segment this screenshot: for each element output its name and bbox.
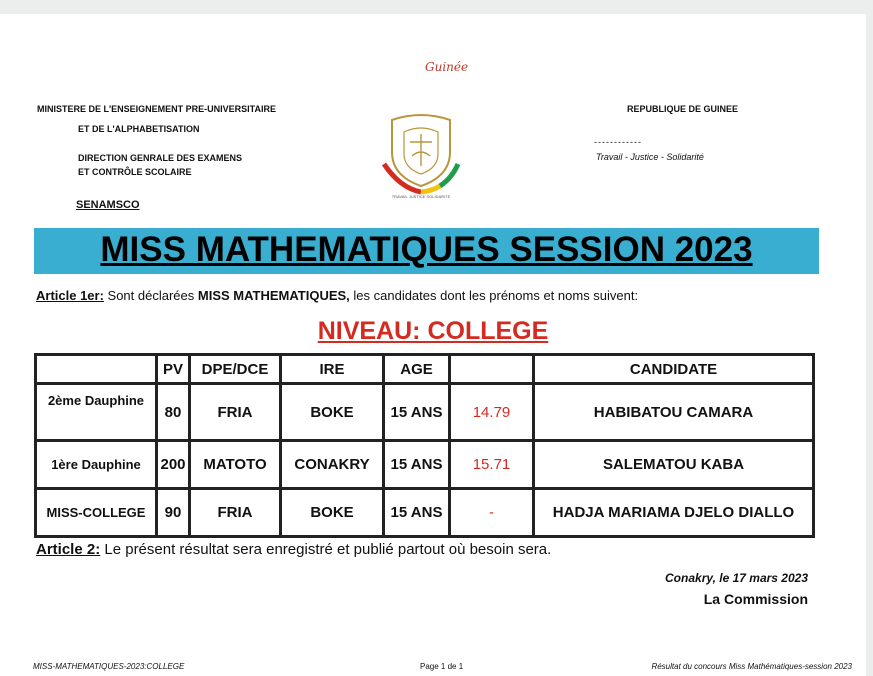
article-2-label: Article 2: [36,541,101,558]
signature-date: Conakry, le 17 mars 2023 [665,571,808,585]
coat-of-arms-seal [380,112,462,200]
footer-right: Résultat du concours Miss Mathématiques-session 2023 [651,662,852,671]
table-header-row [36,355,814,384]
article-1-text-before: Sont déclarées [103,288,198,303]
page-title: MISS MATHEMATIQUES SESSION 2023 [100,230,753,269]
article-1-text-after: les candidates dont les prénoms et noms suivent: [349,288,639,303]
table-row [36,489,814,537]
row-candidate: HADJA MARIAMA DJELO DIALLO [534,489,814,537]
row-age: 15 ANS [384,384,450,441]
signature-commission: La Commission [703,591,808,607]
article-2 [36,541,551,558]
direction-line-2: ET CONTRÔLE SCOLAIRE [78,167,192,177]
row-pv: 80 [157,384,190,441]
row-dpe: MATOTO [190,441,281,489]
row-dpe: FRIA [190,489,281,537]
document-page [0,14,866,676]
article-2-text: Le présent résultat sera enregistré et publié partout où besoin sera. [100,541,552,558]
niveau-label: NIVEAU: [317,317,421,345]
header-score [450,355,534,384]
row-ire: CONAKRY [281,441,384,489]
row-age: 15 ANS [384,489,450,537]
footer-left: MISS-MATHEMATIQUES-2023:COLLEGE [33,662,185,671]
direction-line-1: DIRECTION GENRALE DES EXAMENS [78,153,243,163]
niveau-value: COLLEGE [420,317,549,345]
row-score: - [450,489,534,537]
row-rank: MISS-COLLEGE [36,489,157,537]
footer-page-number: Page 1 de 1 [420,662,464,671]
header-dpe: DPE/DCE [190,355,281,384]
row-ire: BOKE [281,489,384,537]
row-rank: 2ème Dauphine [36,384,157,441]
ministry-line-1: MINISTERE DE L'ENSEIGNEMENT PRE-UNIVERSITAIRE [37,104,276,114]
results-table [34,353,815,538]
niveau-heading [0,317,866,346]
table-row [36,384,814,441]
table-row [36,441,814,489]
header-candidate: CANDIDATE [534,355,814,384]
row-age: 15 ANS [384,441,450,489]
row-pv: 90 [157,489,190,537]
row-candidate: SALEMATOU KABA [534,441,814,489]
row-score: 15.71 [450,441,534,489]
national-motto: Travail - Justice - Solidarité [596,152,704,162]
article-1-bold: MISS MATHEMATIQUES, [197,288,350,303]
header-age: AGE [384,355,450,384]
title-banner [34,228,819,274]
header-ire: IRE [281,355,384,384]
ministry-line-2: ET DE L'ALPHABETISATION [78,124,200,134]
row-pv: 200 [157,441,190,489]
republic-label: REPUBLIQUE DE GUINEE [627,104,739,114]
senamsco-label: SENAMSCO [76,199,140,211]
article-1 [36,288,638,303]
row-candidate: HABIBATOU CAMARA [534,384,814,441]
header-pv: PV [157,355,190,384]
header-rank [36,355,157,384]
row-ire: BOKE [281,384,384,441]
seal-motto-text: TRAVAIL JUSTICE SOLIDARITE [391,194,451,199]
row-rank: 1ère Dauphine [36,441,157,489]
guinee-logo-text: Guinée [425,60,469,74]
row-score: 14.79 [450,384,534,441]
row-dpe: FRIA [190,384,281,441]
article-1-label: Article 1er: [36,288,104,303]
republic-separator: ------------ [594,137,642,147]
